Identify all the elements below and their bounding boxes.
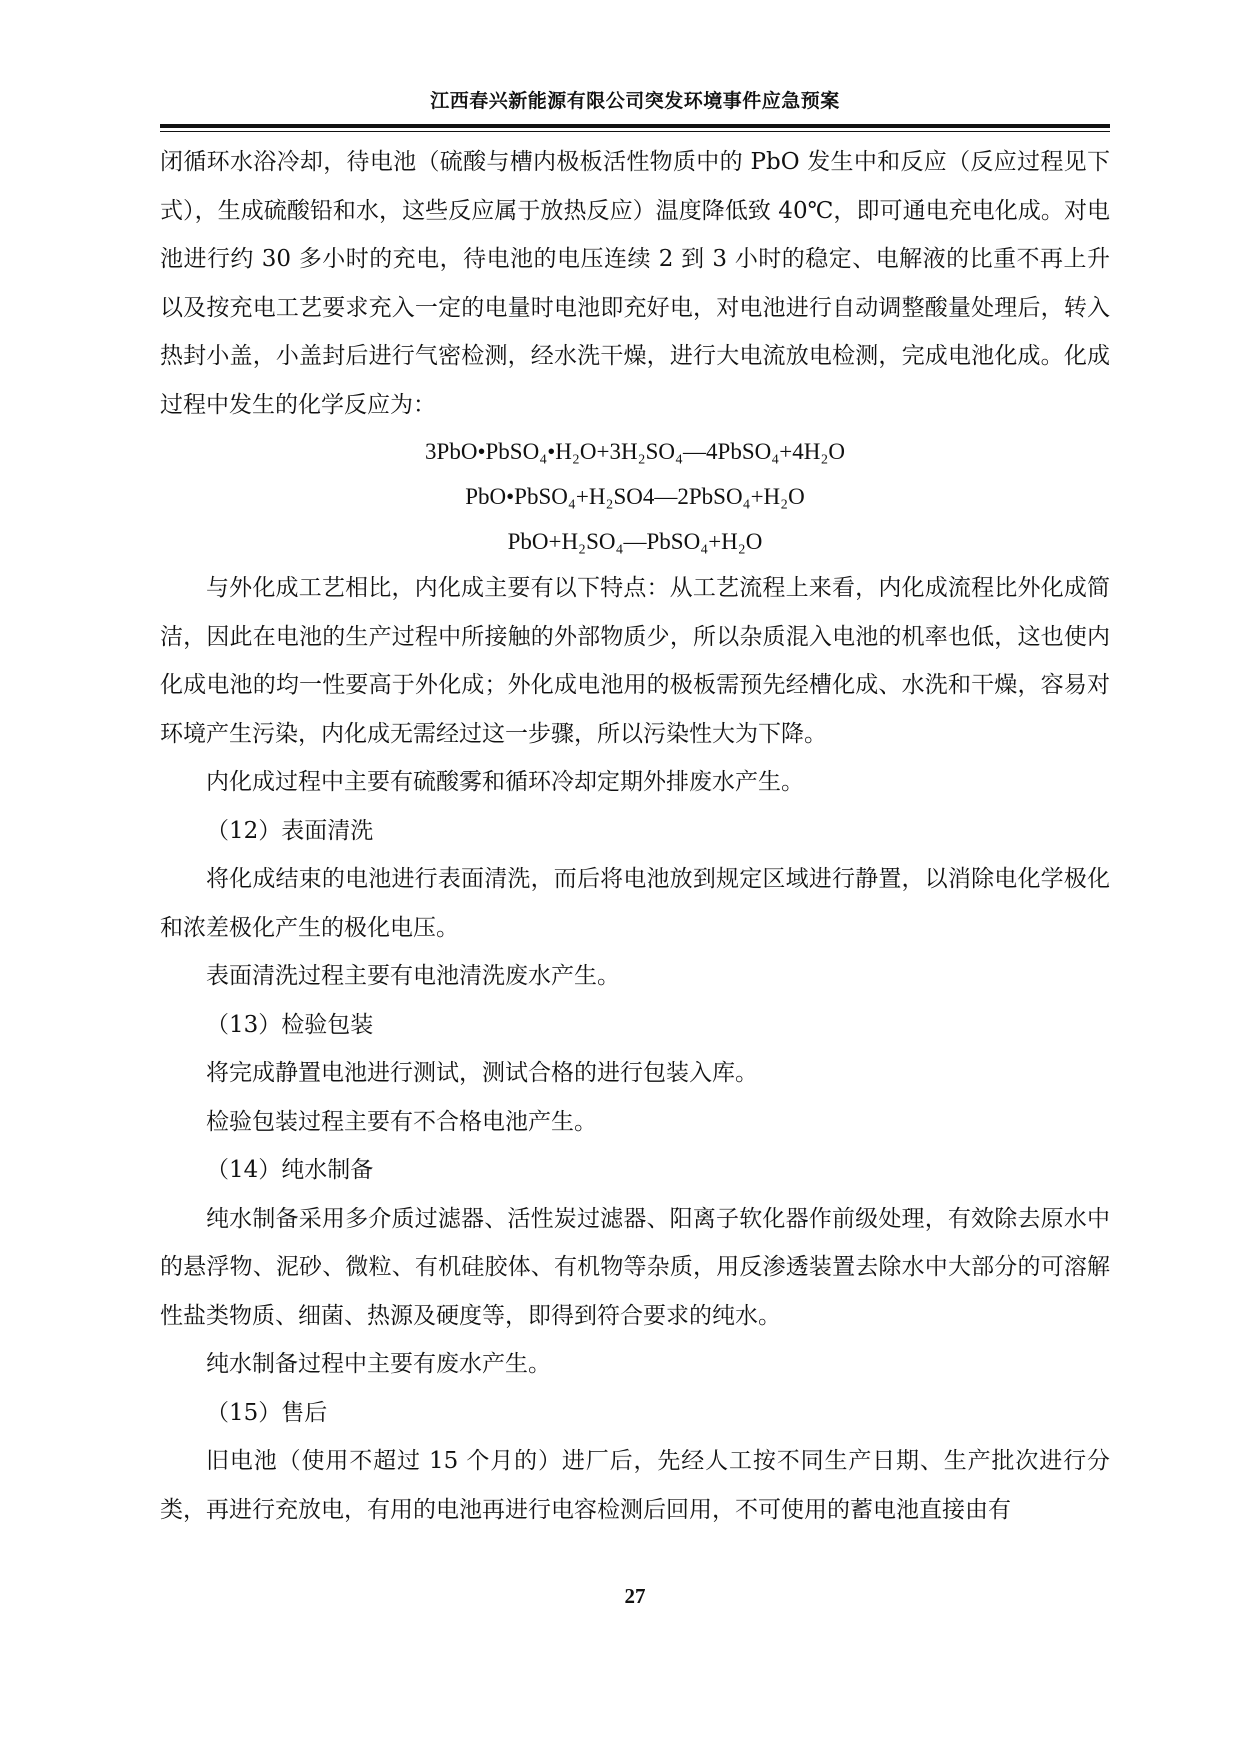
paragraph-internal-formation-waste: 内化成过程中主要有硫酸雾和循环冷却定期外排废水产生。 [206,769,804,795]
paragraph-internal-formation-features: 与外化成工艺相比，内化成主要有以下特点：从工艺流程上来看，内化成流程比外化成简洁，因此在电池的生产过程中所接触的外部物质少，所以杂质混入电池的机率也低，这也使内化成电池的均一性要高于外化成；外化成电池用的极板需预先经槽化成、水洗和干燥，容易对环境产生污染，内化成无需经过这一步骤，所以污染性大为下降。 [160,575,1110,747]
paragraph-after-sales: 旧电池（使用不超过 15 个月的）进厂后，先经人工按不同生产日期、生产批次进行分类，再进行充放电，有用的电池再进行电容检测后回用，不可使用的蓄电池直接由有 [160,1448,1110,1523]
document-body [160,138,1110,1534]
paragraph-pure-water-waste: 纯水制备过程中主要有废水产生。 [206,1351,551,1377]
equation-3: PbO+H₂SO₄—PbSO₄+H₂O [507,529,763,554]
paragraph-inspection-packing: 将完成静置电池进行测试，测试合格的进行包装入库。 [206,1060,758,1086]
section-heading-15: （15）售后 [206,1399,328,1426]
header-rule-thick [160,124,1110,128]
paragraph-surface-cleaning: 将化成结束的电池进行表面清洗，而后将电池放到规定区域进行静置，以消除电化学极化和浓差极化产生的极化电压。 [160,866,1110,941]
document-header-title: 江西春兴新能源有限公司突发环境事件应急预案 [430,90,840,112]
section-heading-12: （12）表面清洗 [206,817,374,844]
paragraph-formation-process: 闭循环水浴冷却，待电池（硫酸与槽内极板活性物质中的 PbO 发生中和反应（反应过程见下式），生成硫酸铅和水，这些反应属于放热反应）温度降低致 40℃，即可通电充电化成。对电池进行约 30 多小时的充电，待电池的电压连续 2 到 3 小时的稳定、电解液的比重不再上升以及按充电工艺要求充入一定的电量时电池即充好电，对电池进行自动调整酸量处理后，转入热封小盖，小盖封后进行气密检测，经水洗干燥，进行大电流放电检测，完成电池化成。化成过程中发生的化学反应为： [160,149,1110,418]
equation-2: PbO•PbSO₄+H₂SO4—2PbSO₄+H₂O [465,484,805,509]
header-rule-thin [160,131,1110,132]
equation-1: 3PbO•PbSO₄•H₂O+3H₂SO₄—4PbSO₄+4H₂O [425,439,845,464]
paragraph-inspection-waste: 检验包装过程主要有不合格电池产生。 [206,1108,597,1135]
page-number: 27 [624,1584,646,1608]
section-heading-14: （14）纯水制备 [206,1157,374,1183]
section-heading-13: （13）检验包装 [206,1011,374,1038]
paragraph-surface-cleaning-waste: 表面清洗过程主要有电池清洗废水产生。 [206,963,620,989]
paragraph-pure-water: 纯水制备采用多介质过滤器、活性炭过滤器、阳离子软化器作前级处理，有效除去原水中的悬浮物、泥砂、微粒、有机硅胶体、有机物等杂质，用反渗透装置去除水中大部分的可溶解性盐类物质、细菌、热源及硬度等，即得到符合要求的纯水。 [160,1205,1110,1329]
